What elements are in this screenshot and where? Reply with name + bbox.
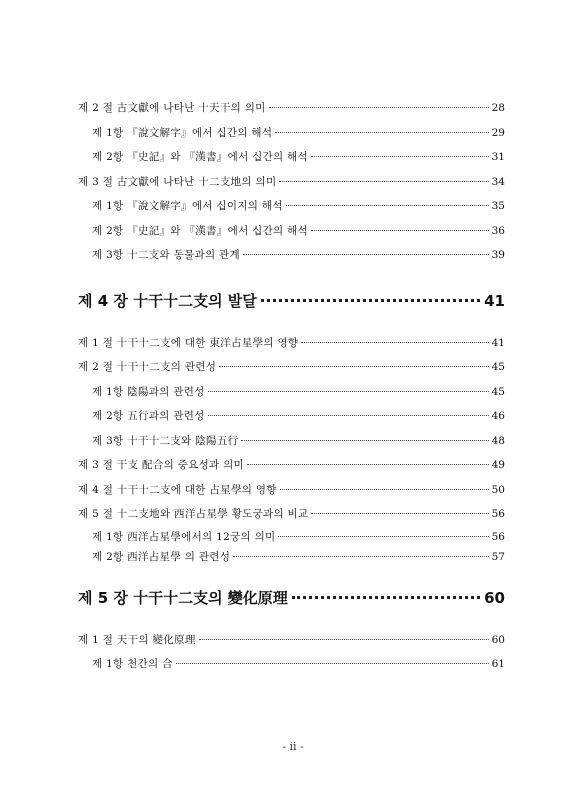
chapter-page-number: 41 [484, 291, 505, 310]
toc-entry[interactable] [78, 145, 505, 170]
table-of-contents [78, 96, 505, 677]
dot-leader [280, 489, 489, 490]
dot-leader [261, 299, 480, 302]
toc-entry-page-number: 46 [491, 410, 505, 422]
toc-section-c [78, 628, 505, 677]
dot-leader [286, 205, 489, 206]
dot-leader [301, 342, 488, 343]
toc-entry-page-number: 61 [491, 658, 505, 670]
toc-entry-page-number: 35 [491, 200, 505, 212]
toc-entry-label: 제 1항 『說文解字』에서 십간의 해석 [92, 126, 273, 139]
dot-leader [311, 513, 488, 514]
dot-leader [292, 596, 480, 599]
dot-leader [279, 181, 488, 182]
toc-entry-label: 제 2항 西洋占星學 의 관련성 [92, 550, 231, 563]
dot-leader [241, 440, 488, 441]
dot-leader [247, 464, 489, 465]
toc-section-b [78, 331, 505, 567]
dot-leader [278, 536, 488, 537]
toc-entry[interactable] [78, 170, 505, 195]
toc-entry[interactable] [78, 243, 505, 268]
toc-entry-page-number: 28 [491, 102, 505, 114]
dot-leader [269, 107, 489, 108]
toc-entry-page-number: 57 [491, 550, 505, 563]
toc-entry-label: 제 1 절 天干의 變化原理 [78, 633, 196, 646]
toc-entry-label: 제 3 절 干支 配合의 중요성과 의미 [78, 459, 244, 471]
toc-entry[interactable] [78, 453, 505, 478]
dot-leader [311, 156, 489, 157]
toc-entry[interactable] [78, 527, 505, 547]
dot-leader [219, 366, 488, 367]
dot-leader [311, 230, 489, 231]
chapter-title: 제 4 장 十干十二支의 발달 [78, 291, 257, 310]
toc-entry-page-number: 50 [491, 483, 505, 496]
toc-entry-page-number: 60 [491, 633, 505, 646]
toc-entry-page-number: 29 [491, 126, 505, 139]
toc-entry-page-number: 36 [491, 224, 505, 237]
toc-entry[interactable] [78, 502, 505, 527]
toc-entry-label: 제 2항 『史記』와 『漢書』에서 십간의 해석 [92, 224, 308, 237]
toc-entry-page-number: 56 [491, 508, 505, 520]
toc-entry-label: 제 4 절 十干十二支에 대한 占星學의 영향 [78, 483, 277, 496]
toc-entry-label: 제 3항 十二支와 동물과의 관계 [92, 249, 240, 261]
toc-chapter-4[interactable] [78, 290, 505, 311]
toc-entry[interactable] [78, 478, 505, 503]
toc-entry-label: 제 2항 『史記』와 『漢書』에서 십간의 해석 [92, 151, 308, 163]
dot-leader [243, 254, 489, 255]
toc-chapter-5[interactable] [78, 587, 505, 608]
toc-entry-page-number: 31 [491, 151, 505, 163]
toc-entry[interactable] [78, 96, 505, 121]
toc-entry[interactable] [78, 355, 505, 380]
toc-section-a [78, 96, 505, 268]
chapter-page-number: 60 [484, 588, 505, 607]
toc-entry[interactable] [78, 331, 505, 356]
toc-entry-label: 제 1항 陰陽과의 관련성 [92, 385, 205, 398]
toc-entry-label: 제 3 절 古文獻에 나타난 十二支地의 의미 [78, 175, 277, 188]
toc-entry-label: 제 1항 西洋占星學에서의 12궁의 의미 [92, 530, 276, 543]
toc-entry-page-number: 48 [491, 434, 505, 447]
dot-leader [233, 556, 488, 557]
toc-entry-label: 제 1 절 十干十二支에 대한 東洋占星學의 영향 [78, 336, 299, 349]
toc-entry-label: 제 2 절 十干十二支의 관련성 [78, 361, 217, 373]
dot-leader [176, 663, 489, 664]
toc-entry[interactable] [78, 194, 505, 219]
dot-leader [199, 639, 489, 640]
dot-leader [275, 132, 488, 133]
toc-entry-page-number: 34 [491, 175, 505, 188]
toc-entry-page-number: 39 [491, 249, 505, 261]
toc-entry[interactable] [78, 429, 505, 454]
toc-entry-page-number: 41 [491, 336, 505, 349]
toc-entry-label: 제 2항 五行과의 관련성 [92, 410, 205, 422]
toc-entry-page-number: 49 [491, 459, 505, 471]
toc-entry-label: 제 3항 十干十二支와 陰陽五行 [92, 434, 239, 447]
dot-leader [208, 415, 489, 416]
toc-entry[interactable] [78, 404, 505, 429]
toc-entry-label: 제 5 절 十二支地와 西洋占星學 황도궁과의 비교 [78, 508, 309, 520]
toc-entry[interactable] [78, 219, 505, 244]
toc-entry-label: 제 1항 『說文解字』에서 십이지의 해석 [92, 200, 283, 212]
chapter-title: 제 5 장 十干十二支의 變化原理 [78, 588, 288, 607]
toc-entry-label: 제 2 절 古文獻에 나타난 十天干의 의미 [78, 102, 266, 114]
dot-leader [208, 391, 489, 392]
toc-entry-page-number: 45 [491, 361, 505, 373]
toc-entry-page-number: 45 [491, 385, 505, 398]
toc-entry[interactable] [78, 380, 505, 405]
toc-entry[interactable] [78, 121, 505, 146]
toc-entry-page-number: 56 [491, 530, 505, 543]
toc-entry[interactable] [78, 652, 505, 677]
page-footer-number: - ii - [282, 740, 304, 753]
toc-entry[interactable] [78, 547, 505, 567]
toc-entry[interactable] [78, 628, 505, 653]
toc-entry-label: 제 1항 천간의 合 [92, 658, 173, 670]
